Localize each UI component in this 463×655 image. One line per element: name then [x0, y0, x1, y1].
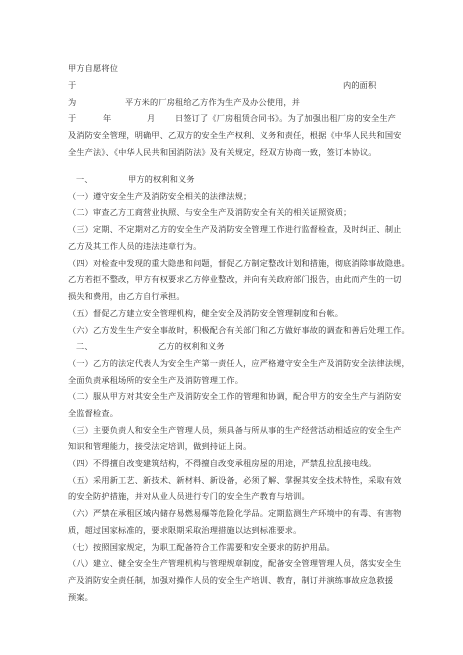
section-1-line: （一）遵守安全生产及消防安全相关的法律法规；	[68, 191, 252, 201]
section-2-line: （六）严禁在承租区域内储存易燃易爆等危险化学品。定期监测生产环境中的有毒、有害物	[68, 508, 402, 518]
section-2-line: 预案。	[68, 592, 94, 602]
section-2-line: （八）建立、健全安全生产管理机构与管理规章制度，配备安全管理管理人员，落实安全生	[68, 558, 402, 568]
opening-line-1: 甲方自愿将位	[68, 63, 119, 73]
section-1-line: 乙方及其工作人员的违法违章行为。	[68, 241, 202, 251]
section-2-line: 产及消防安全责任制，加强对操作人员的安全生产培训、教育，制订并演练事故应急救援	[68, 575, 394, 585]
section-1-line: 乙方若拒不整改，甲方有权要求乙方停业整改，并向有关政府部门报告，由此而产生的一切	[68, 274, 402, 284]
opening-line-5: 及消防安全管理，明确甲、乙双方的安全生产权利、义务和责任，根据《中华人民共和国安	[68, 130, 402, 140]
section-2-line: （五）采用新工艺、新技术、新材料、新设备，必须了解、掌握其安全技术特性，采取有效	[68, 475, 402, 485]
section-2-line: 全面负责承租场所的安全生产及消防管理工作。	[68, 375, 244, 385]
opening-line-4-c: 月	[147, 113, 156, 123]
section-1-number: 一、	[76, 174, 93, 184]
opening-line-6: 全生产法》、《中华人民共和国消防法》及有关规定，经双方协商一致，签订本协议。	[68, 147, 377, 157]
section-2-line: （二）服从甲方对其安全生产及消防安全工作的管理和协调，配合甲方的安全生产与消防安	[68, 391, 402, 401]
section-2-line: 质，超过国家标准的，要求限期采取治理措施以达到标准要求。	[68, 525, 302, 535]
opening-line-2-start: 于	[68, 80, 77, 90]
opening-line-2-end: 内的面积	[343, 80, 377, 90]
section-2-line: 知识和管理能力，接受法定培训，做到持证上岗。	[68, 441, 252, 451]
section-1-line: （六）乙方发生生产安全事故时，积极配合有关部门和乙方做好事故的调查和善后处理工作。	[68, 325, 410, 335]
section-2-title: 乙方的权利和义务	[158, 341, 225, 351]
section-1-line: （四）对检查中发现的重大隐患和问题，督促乙方制定整改计划和措施，彻底消除事故隐患。	[68, 258, 410, 268]
section-2-line: 全监督检查。	[68, 408, 119, 418]
opening-line-4-d: 日签订了《厂房租赁合同书》。为了加强出租厂房的安全生产	[175, 113, 397, 123]
section-2-number: 二、	[76, 341, 93, 351]
section-1-line: （三）定期、不定期对乙方的安全生产及消防安全管理工作进行监督检查，及时纠正、制止	[68, 224, 402, 234]
section-1-title: 甲方的权利和义务	[128, 174, 195, 184]
opening-line-3-b: 平方米的厂房租给乙方作为生产及办公使用，并	[125, 97, 301, 107]
section-1-line: 损失和费用，由乙方自行承担。	[68, 291, 185, 301]
section-1-line: （二）审查乙方工商营业执照、与安全生产及消防安全有关的相关证照资质；	[68, 207, 352, 217]
opening-line-4-b: 年	[103, 113, 112, 123]
opening-line-4-a: 于	[68, 113, 77, 123]
section-2-line: （七）按照国家规定，为职工配备符合工作需要和安全要求的防护用品。	[68, 542, 335, 552]
section-1-line: （五）督促乙方建立安全管理机构，健全安全及消防安全管理制度和台帐。	[68, 308, 344, 318]
section-2-line: （三）主要负责人和安全生产管理人员，须具备与所从事的生产经营活动相适应的安全生产	[68, 425, 402, 435]
section-2-line: （四）不得擅自改变建筑结构，不得擅自改变承租房屋的用途，严禁乱拉乱接电线。	[68, 458, 377, 468]
section-2-line: 的安全防护措施，并对从业人员进行专门的安全生产教育与培训。	[68, 491, 310, 501]
section-2-line: （一）乙方的法定代表人为安全生产第一责任人，应严格遵守安全生产及消防安全法律法规，	[68, 358, 410, 368]
opening-line-3-a: 为	[68, 97, 77, 107]
